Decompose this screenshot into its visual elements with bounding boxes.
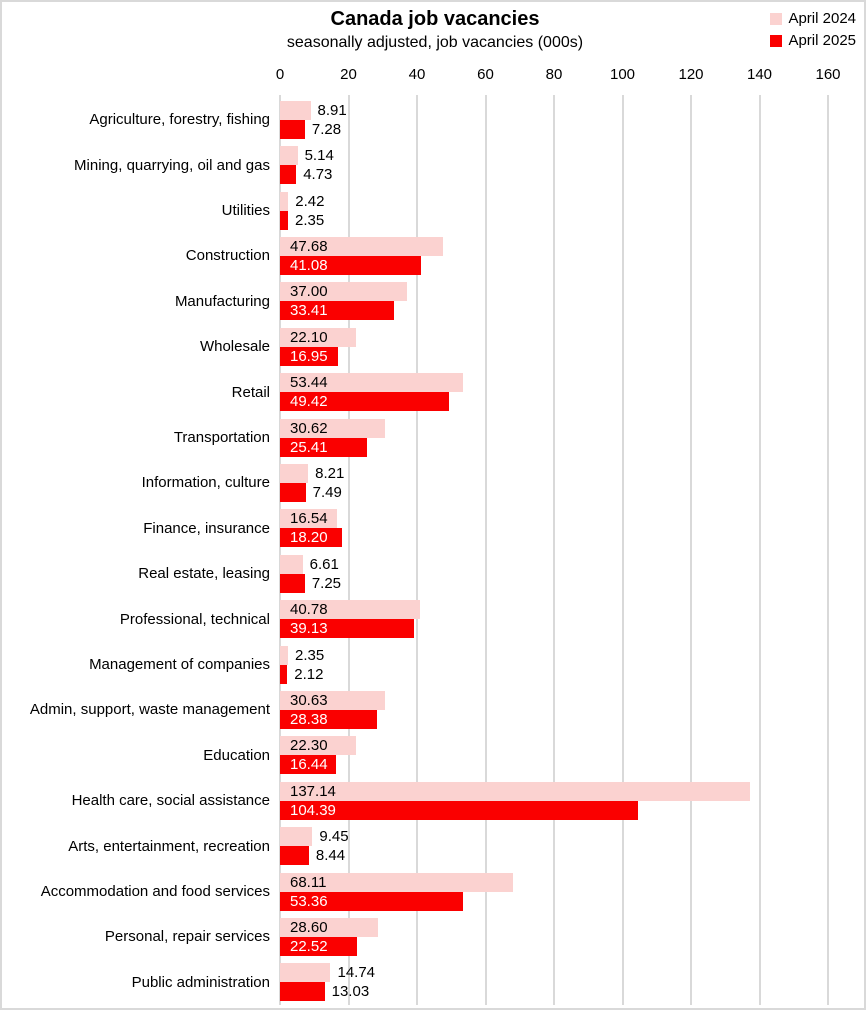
bar-value-label: 28.38 [290, 710, 328, 728]
category-label: Transportation [173, 428, 270, 446]
category-label: Construction [185, 247, 270, 265]
chart-title: Canada job vacancies [330, 8, 540, 30]
gridline [416, 95, 418, 1005]
bar-value-label: 104.39 [290, 801, 336, 819]
bar-value-label: 18.20 [290, 529, 328, 547]
bar-value-label: 30.63 [290, 691, 328, 709]
legend-swatch-april-2025 [770, 35, 782, 47]
category-label: Professional, technical [119, 610, 270, 628]
bar-value-label: 137.14 [290, 782, 336, 800]
legend-item [770, 32, 856, 50]
category-label: Health care, social assistance [71, 792, 270, 810]
gridline [690, 95, 692, 1005]
bar-value-label: 41.08 [290, 256, 328, 274]
x-tick-label: 0 [275, 66, 285, 83]
bar-value-label: 25.41 [290, 438, 328, 456]
chart-subtitle: seasonally adjusted, job vacancies (000s) [286, 34, 584, 51]
bar-value-label: 30.62 [290, 419, 328, 437]
category-label: Education [203, 746, 270, 764]
category-label: Public administration [131, 973, 270, 991]
category-label: Mining, quarrying, oil and gas [74, 156, 270, 174]
legend-label: April 2025 [788, 32, 856, 49]
x-tick-label: 100 [609, 66, 636, 83]
category-label: Utilities [221, 201, 270, 219]
gridline [622, 95, 624, 1005]
legend-swatch-april-2024 [770, 13, 782, 25]
x-tick-label: 140 [746, 66, 773, 83]
bar-april-2025 [280, 665, 287, 684]
bar-value-label: 47.68 [290, 237, 328, 255]
bar-april-2025 [280, 483, 306, 502]
legend-label: April 2024 [788, 10, 856, 27]
bar-value-label: 37.00 [290, 283, 328, 301]
gridline [553, 95, 555, 1005]
bar-value-label: 5.14 [304, 147, 334, 165]
category-label: Information, culture [141, 474, 270, 492]
x-tick-label: 80 [545, 66, 563, 83]
bar-value-label: 2.35 [295, 646, 325, 664]
category-label: Retail [231, 383, 270, 401]
bar-value-label: 28.60 [290, 918, 328, 936]
bar-april-2024 [280, 646, 288, 665]
x-tick-label: 20 [340, 66, 357, 83]
category-label: Accommodation and food services [40, 882, 270, 900]
bar-value-label: 40.78 [290, 601, 328, 619]
x-tick-label: 40 [408, 66, 426, 83]
category-label: Wholesale [199, 338, 270, 356]
legend [768, 9, 858, 51]
bar-value-label: 22.10 [290, 328, 328, 346]
bar-value-label: 16.44 [290, 756, 328, 774]
bar-value-label: 9.45 [319, 828, 349, 846]
category-label: Personal, repair services [104, 928, 270, 946]
bar-value-label: 8.21 [315, 464, 345, 482]
bar-value-label: 16.54 [290, 510, 328, 528]
bar-value-label: 16.95 [290, 347, 328, 365]
bar-value-label: 8.44 [315, 847, 346, 865]
bar-value-label: 33.41 [290, 302, 328, 320]
bar-value-label: 53.36 [290, 892, 328, 910]
bar-april-2024 [280, 782, 750, 801]
bar-value-label: 22.52 [290, 937, 328, 955]
bar-value-label: 68.11 [290, 873, 327, 891]
bar-value-label: 8.91 [317, 101, 347, 119]
category-label: Admin, support, waste management [29, 701, 270, 719]
gridline [827, 95, 829, 1005]
bar-april-2025 [280, 120, 305, 139]
x-tick-label: 160 [815, 66, 841, 83]
category-label: Arts, entertainment, recreation [68, 837, 270, 855]
bar-april-2024 [280, 464, 308, 483]
bar-april-2024 [280, 101, 311, 120]
bar-value-label: 14.74 [337, 964, 376, 982]
bar-april-2025 [280, 846, 309, 865]
bar-value-label: 7.28 [311, 120, 342, 138]
bar-april-2024 [280, 963, 330, 982]
bar-april-2025 [280, 165, 296, 184]
bar-april-2024 [280, 192, 288, 211]
bar-value-label: 7.49 [312, 483, 342, 501]
bar-value-label: 6.61 [309, 555, 339, 573]
x-tick-label: 120 [678, 66, 704, 83]
bar-april-2025 [280, 982, 325, 1001]
bar-april-2024 [280, 146, 298, 165]
bar-april-2025 [280, 574, 305, 593]
bar-value-label: 4.73 [303, 166, 333, 184]
gridline [759, 95, 761, 1005]
bar-value-label: 2.12 [294, 665, 324, 683]
category-label: Real estate, leasing [138, 565, 270, 583]
bar-value-label: 2.42 [295, 192, 325, 210]
bar-value-label: 49.42 [290, 393, 328, 411]
bar-april-2024 [280, 555, 303, 574]
bar-value-label: 13.03 [331, 983, 370, 1001]
bar-value-label: 53.44 [290, 374, 328, 392]
bar-april-2025 [280, 211, 288, 230]
category-label: Agriculture, forestry, fishing [89, 111, 270, 129]
category-label: Finance, insurance [143, 519, 270, 537]
bar-value-label: 7.25 [311, 574, 342, 592]
bar-value-label: 2.35 [295, 211, 325, 229]
x-tick-label: 60 [477, 66, 494, 83]
category-label: Management of companies [89, 655, 270, 673]
bar-value-label: 22.30 [290, 737, 328, 755]
legend-item [770, 10, 856, 28]
gridline [485, 95, 487, 1005]
bar-april-2024 [280, 827, 312, 846]
category-label: Manufacturing [174, 292, 270, 310]
gridline [348, 95, 350, 1005]
gridline [279, 95, 281, 1005]
bar-value-label: 39.13 [290, 620, 328, 638]
